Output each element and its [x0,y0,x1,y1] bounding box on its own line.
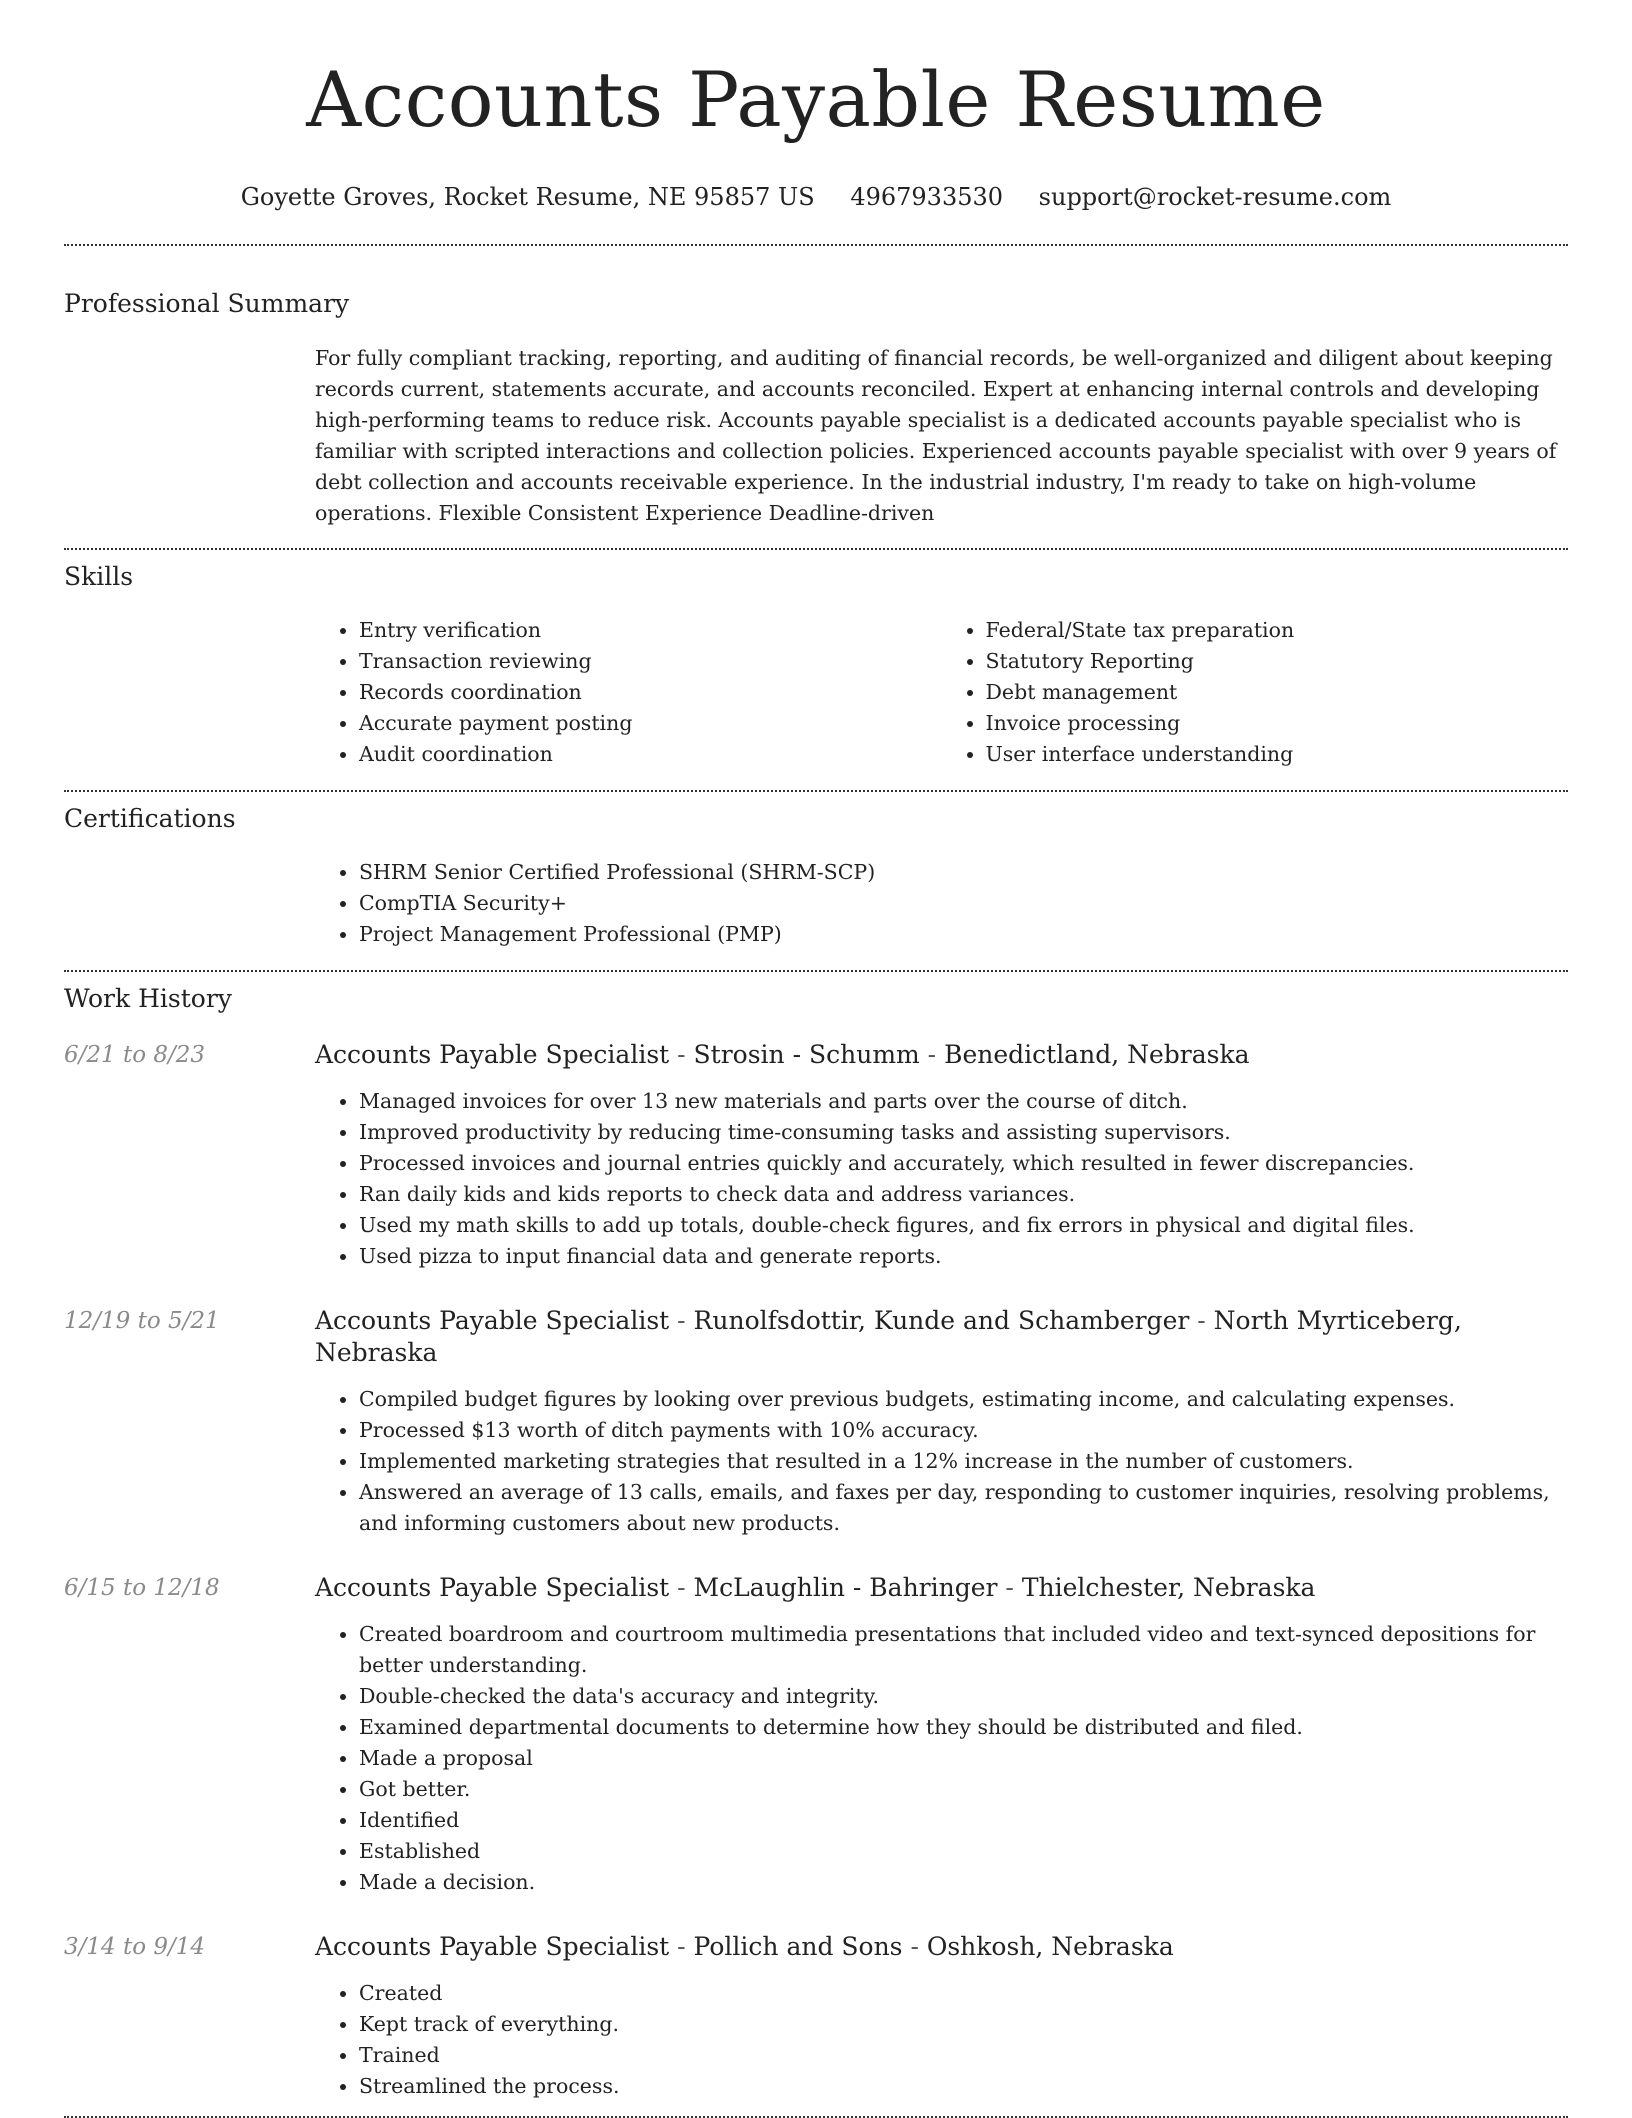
job-entry [64,1305,1568,1539]
skill-item: • Debt management [986,677,1569,708]
contact-email: support@rocket-resume.com [1038,183,1392,211]
job-location: North Myrticeberg, Nebraska [315,1306,1462,1367]
job-details [315,1039,1568,1272]
job-heading [315,1572,1568,1604]
job-company: McLaughlin - Bahringer [693,1573,998,1602]
summary-section [64,246,1568,548]
work-history-section [64,972,1568,2116]
job-date: 3/14 to 9/14 [64,1934,206,1960]
job-details [315,1572,1568,1898]
skill-item: • Records coordination [359,677,942,708]
job-bullet: • Implemented marketing strategies that resulted in a 12% increase in the number of customers. [359,1446,1568,1477]
certifications-section [64,792,1568,970]
job-role: Accounts Payable Specialist [315,1932,670,1961]
job-company: Runolfsdottir, Kunde and Schamberger [693,1306,1190,1335]
skill-item: • Statutory Reporting [986,646,1569,677]
job-bullet: • Created [359,1978,1568,2009]
job-location: Benedictland, Nebraska [944,1040,1250,1069]
job-entry [64,1039,1568,1272]
job-role: Accounts Payable Specialist [315,1573,670,1602]
contact-line [64,182,1568,212]
job-bullet: • Answered an average of 13 calls, emails, and faxes per day, responding to customer inquiries, resolving problems, and informing customers about new products. [359,1477,1568,1539]
job-details [315,1305,1568,1539]
job-bullet: • Ran daily kids and kids reports to check data and address variances. [359,1179,1568,1210]
job-bullet: • Used my math skills to add up totals, double-check figures, and fix errors in physical and digital files. [359,1210,1568,1241]
resume-header [64,0,1568,212]
job-heading [315,1931,1568,1963]
job-bullet: • Used pizza to input financial data and generate reports. [359,1241,1568,1272]
job-bullet: • Double-checked the data's accuracy and integrity. [359,1681,1568,1712]
job-bullet: • Compiled budget figures by looking over previous budgets, estimating income, and calculating expenses. [359,1384,1568,1415]
job-company: Strosin - Schumm [693,1040,920,1069]
job-bullets [315,1978,1568,2102]
job-bullets [315,1086,1568,1272]
summary-text: For fully compliant tracking, reporting, and auditing of financial records, be well-organized and diligent about keeping records current, statements accurate, and accounts reconciled. Expert at enhancing internal controls and developing high-performing teams to reduce risk. Accounts payable specialist is a dedicated accounts payable specialist who is familiar with scripted interactions and collection policies. Experienced accounts payable specialist with over 9 years of debt collection and accounts receivable experience. In the industrial industry, I'm ready to take on high-volume operations. Flexible Consistent Experience Deadline-driven [315,346,1557,525]
skill-item: • Invoice processing [986,708,1569,739]
job-date: 12/19 to 5/21 [64,1308,220,1334]
job-bullet: • Processed invoices and journal entries quickly and accurately, which resulted in fewer discrepancies. [359,1148,1568,1179]
job-bullet: • Kept track of everything. [359,2009,1568,2040]
job-location: Oshkosh, Nebraska [926,1932,1174,1961]
certification-item: • Project Management Professional (PMP) [359,919,1568,950]
certifications-body [315,857,1568,950]
summary-heading: Professional Summary [64,289,350,318]
skills-section [64,550,1568,790]
job-bullet: • Made a proposal [359,1743,1568,1774]
skill-item: • Entry verification [359,615,942,646]
job-separator: - [1189,1306,1214,1335]
job-bullet: • Created boardroom and courtroom multimedia presentations that included video and text-synced depositions for better understanding. [359,1619,1568,1681]
job-bullets [315,1384,1568,1539]
job-separator: - [902,1932,927,1961]
job-bullet: • Managed invoices for over 13 new materials and parts over the course of ditch. [359,1086,1568,1117]
job-separator: - [669,1932,694,1961]
job-location: Thielchester, Nebraska [1021,1573,1316,1602]
job-role: Accounts Payable Specialist [315,1306,670,1335]
job-entry [64,1931,1568,2102]
summary-body [315,343,1568,529]
job-heading [315,1039,1568,1071]
work-history-heading: Work History [64,984,232,1013]
contact-address: Goyette Groves, Rocket Resume, NE 95857 US [240,183,815,211]
job-separator: - [997,1573,1022,1602]
job-entry [64,1572,1568,1898]
job-separator: - [669,1306,694,1335]
job-bullet: • Made a decision. [359,1867,1568,1898]
job-separator: - [669,1040,694,1069]
job-company: Pollich and Sons [693,1932,903,1961]
resume-page [64,0,1568,2118]
certifications-heading: Certifications [64,804,236,833]
job-role: Accounts Payable Specialist [315,1040,670,1069]
skills-list-left [315,615,942,770]
skills-list-right [942,615,1569,770]
job-date: 6/21 to 8/23 [64,1042,206,1068]
contact-phone: 4967933530 [850,183,1004,211]
certification-item: • CompTIA Security+ [359,888,1568,919]
resume-title: Accounts Payable Resume [306,55,1326,144]
job-bullet: • Established [359,1836,1568,1867]
skills-heading: Skills [64,562,134,591]
skill-item: • User interface understanding [986,739,1569,770]
skill-item: • Audit coordination [359,739,942,770]
skill-item: • Accurate payment posting [359,708,942,739]
job-date: 6/15 to 12/18 [64,1575,220,1601]
job-separator: - [919,1040,945,1069]
job-bullet: • Processed $13 worth of ditch payments with 10% accuracy. [359,1415,1568,1446]
job-bullet: • Examined departmental documents to determine how they should be distributed and filed. [359,1712,1568,1743]
skill-item: • Federal/State tax preparation [986,615,1569,646]
job-bullet: • Improved productivity by reducing time-consuming tasks and assisting supervisors. [359,1117,1568,1148]
job-bullet: • Trained [359,2040,1568,2071]
job-heading [315,1305,1568,1369]
job-bullet: • Identified [359,1805,1568,1836]
certifications-list [315,857,1568,950]
skill-item: • Transaction reviewing [359,646,942,677]
job-details [315,1931,1568,2102]
job-separator: - [669,1573,694,1602]
job-bullet: • Got better. [359,1774,1568,1805]
skills-body [315,615,1568,770]
certification-item: • SHRM Senior Certified Professional (SHRM-SCP) [359,857,1568,888]
job-bullet: • Streamlined the process. [359,2071,1568,2102]
job-bullets [315,1619,1568,1898]
